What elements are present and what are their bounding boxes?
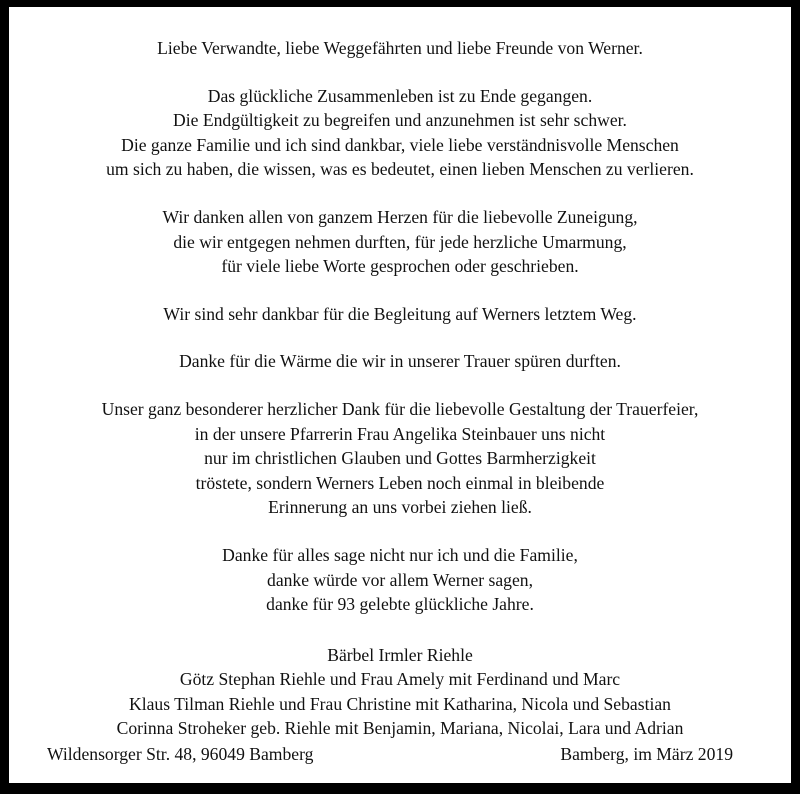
paragraph-1-line-3: Die ganze Familie und ich sind dankbar, viele liebe verständnisvolle Menschen xyxy=(121,134,679,155)
signature-block xyxy=(31,643,769,741)
paragraph-2-line-3: für viele liebe Worte gesprochen oder geschrieben. xyxy=(221,256,579,277)
paragraph-5-line-2: in der unsere Pfarrerin Frau Angelika Steinbauer uns nicht xyxy=(194,423,606,444)
signature-line-1: Bärbel Irmler Riehle xyxy=(327,644,473,665)
paragraph-6 xyxy=(31,543,769,617)
signature-line-3: Klaus Tilman Riehle und Frau Christine mit Katharina, Nicola und Sebastian xyxy=(129,693,671,714)
paragraph-5-line-3: nur im christlichen Glauben und Gottes Barmherzigkeit xyxy=(204,448,596,469)
notice-body xyxy=(9,7,791,741)
salutation-line: Liebe Verwandte, liebe Weggefährten und liebe Freunde von Werner. xyxy=(157,38,643,58)
paragraph-2 xyxy=(31,205,769,279)
notice-sheet xyxy=(9,7,791,783)
notice-footer xyxy=(9,743,791,765)
paragraph-5-line-1: Unser ganz besonderer herzlicher Dank für die liebevolle Gestaltung der Trauerfeier, xyxy=(101,398,699,419)
paragraph-4 xyxy=(31,349,769,374)
paragraph-6-line-2: danke würde vor allem Werner sagen, xyxy=(267,569,533,590)
paragraph-5-line-4: tröstete, sondern Werners Leben noch einmal in bleibende xyxy=(195,472,605,493)
signature-line-4: Corinna Stroheker geb. Riehle mit Benjamin, Mariana, Nicolai, Lara und Adrian xyxy=(116,718,684,739)
paragraph-4-line-1: Danke für die Wärme die wir in unserer Trauer spüren durften. xyxy=(179,351,621,372)
footer-address: Wildensorger Str. 48, 96049 Bamberg xyxy=(47,744,314,764)
signature-line-2: Götz Stephan Riehle und Frau Amely mit Ferdinand und Marc xyxy=(179,669,621,690)
paragraph-2-line-1: Wir danken allen von ganzem Herzen für die liebevolle Zuneigung, xyxy=(162,206,638,227)
paragraph-1-line-1: Das glückliche Zusammenleben ist zu Ende gegangen. xyxy=(207,85,593,106)
paragraph-1-line-4: um sich zu haben, die wissen, was es bedeutet, einen lieben Menschen zu verlieren. xyxy=(106,159,694,180)
paragraph-6-line-3: danke für 93 gelebte glückliche Jahre. xyxy=(266,594,534,615)
paragraph-2-line-2: die wir entgegen nehmen durften, für jede herzliche Umarmung, xyxy=(173,231,627,252)
salutation-paragraph xyxy=(31,36,769,61)
footer-place-date: Bamberg, im März 2019 xyxy=(560,744,733,764)
paragraph-3-line-1: Wir sind sehr dankbar für die Begleitung auf Werners letztem Weg. xyxy=(163,303,637,324)
paragraph-5-line-5: Erinnerung an uns vorbei ziehen ließ. xyxy=(268,497,532,518)
paragraph-6-line-1: Danke für alles sage nicht nur ich und die Familie, xyxy=(222,544,578,565)
paragraph-1-line-2: Die Endgültigkeit zu begreifen und anzunehmen ist sehr schwer. xyxy=(173,110,627,131)
paragraph-1 xyxy=(31,84,769,182)
paragraph-5 xyxy=(31,397,769,520)
paragraph-3 xyxy=(31,302,769,327)
